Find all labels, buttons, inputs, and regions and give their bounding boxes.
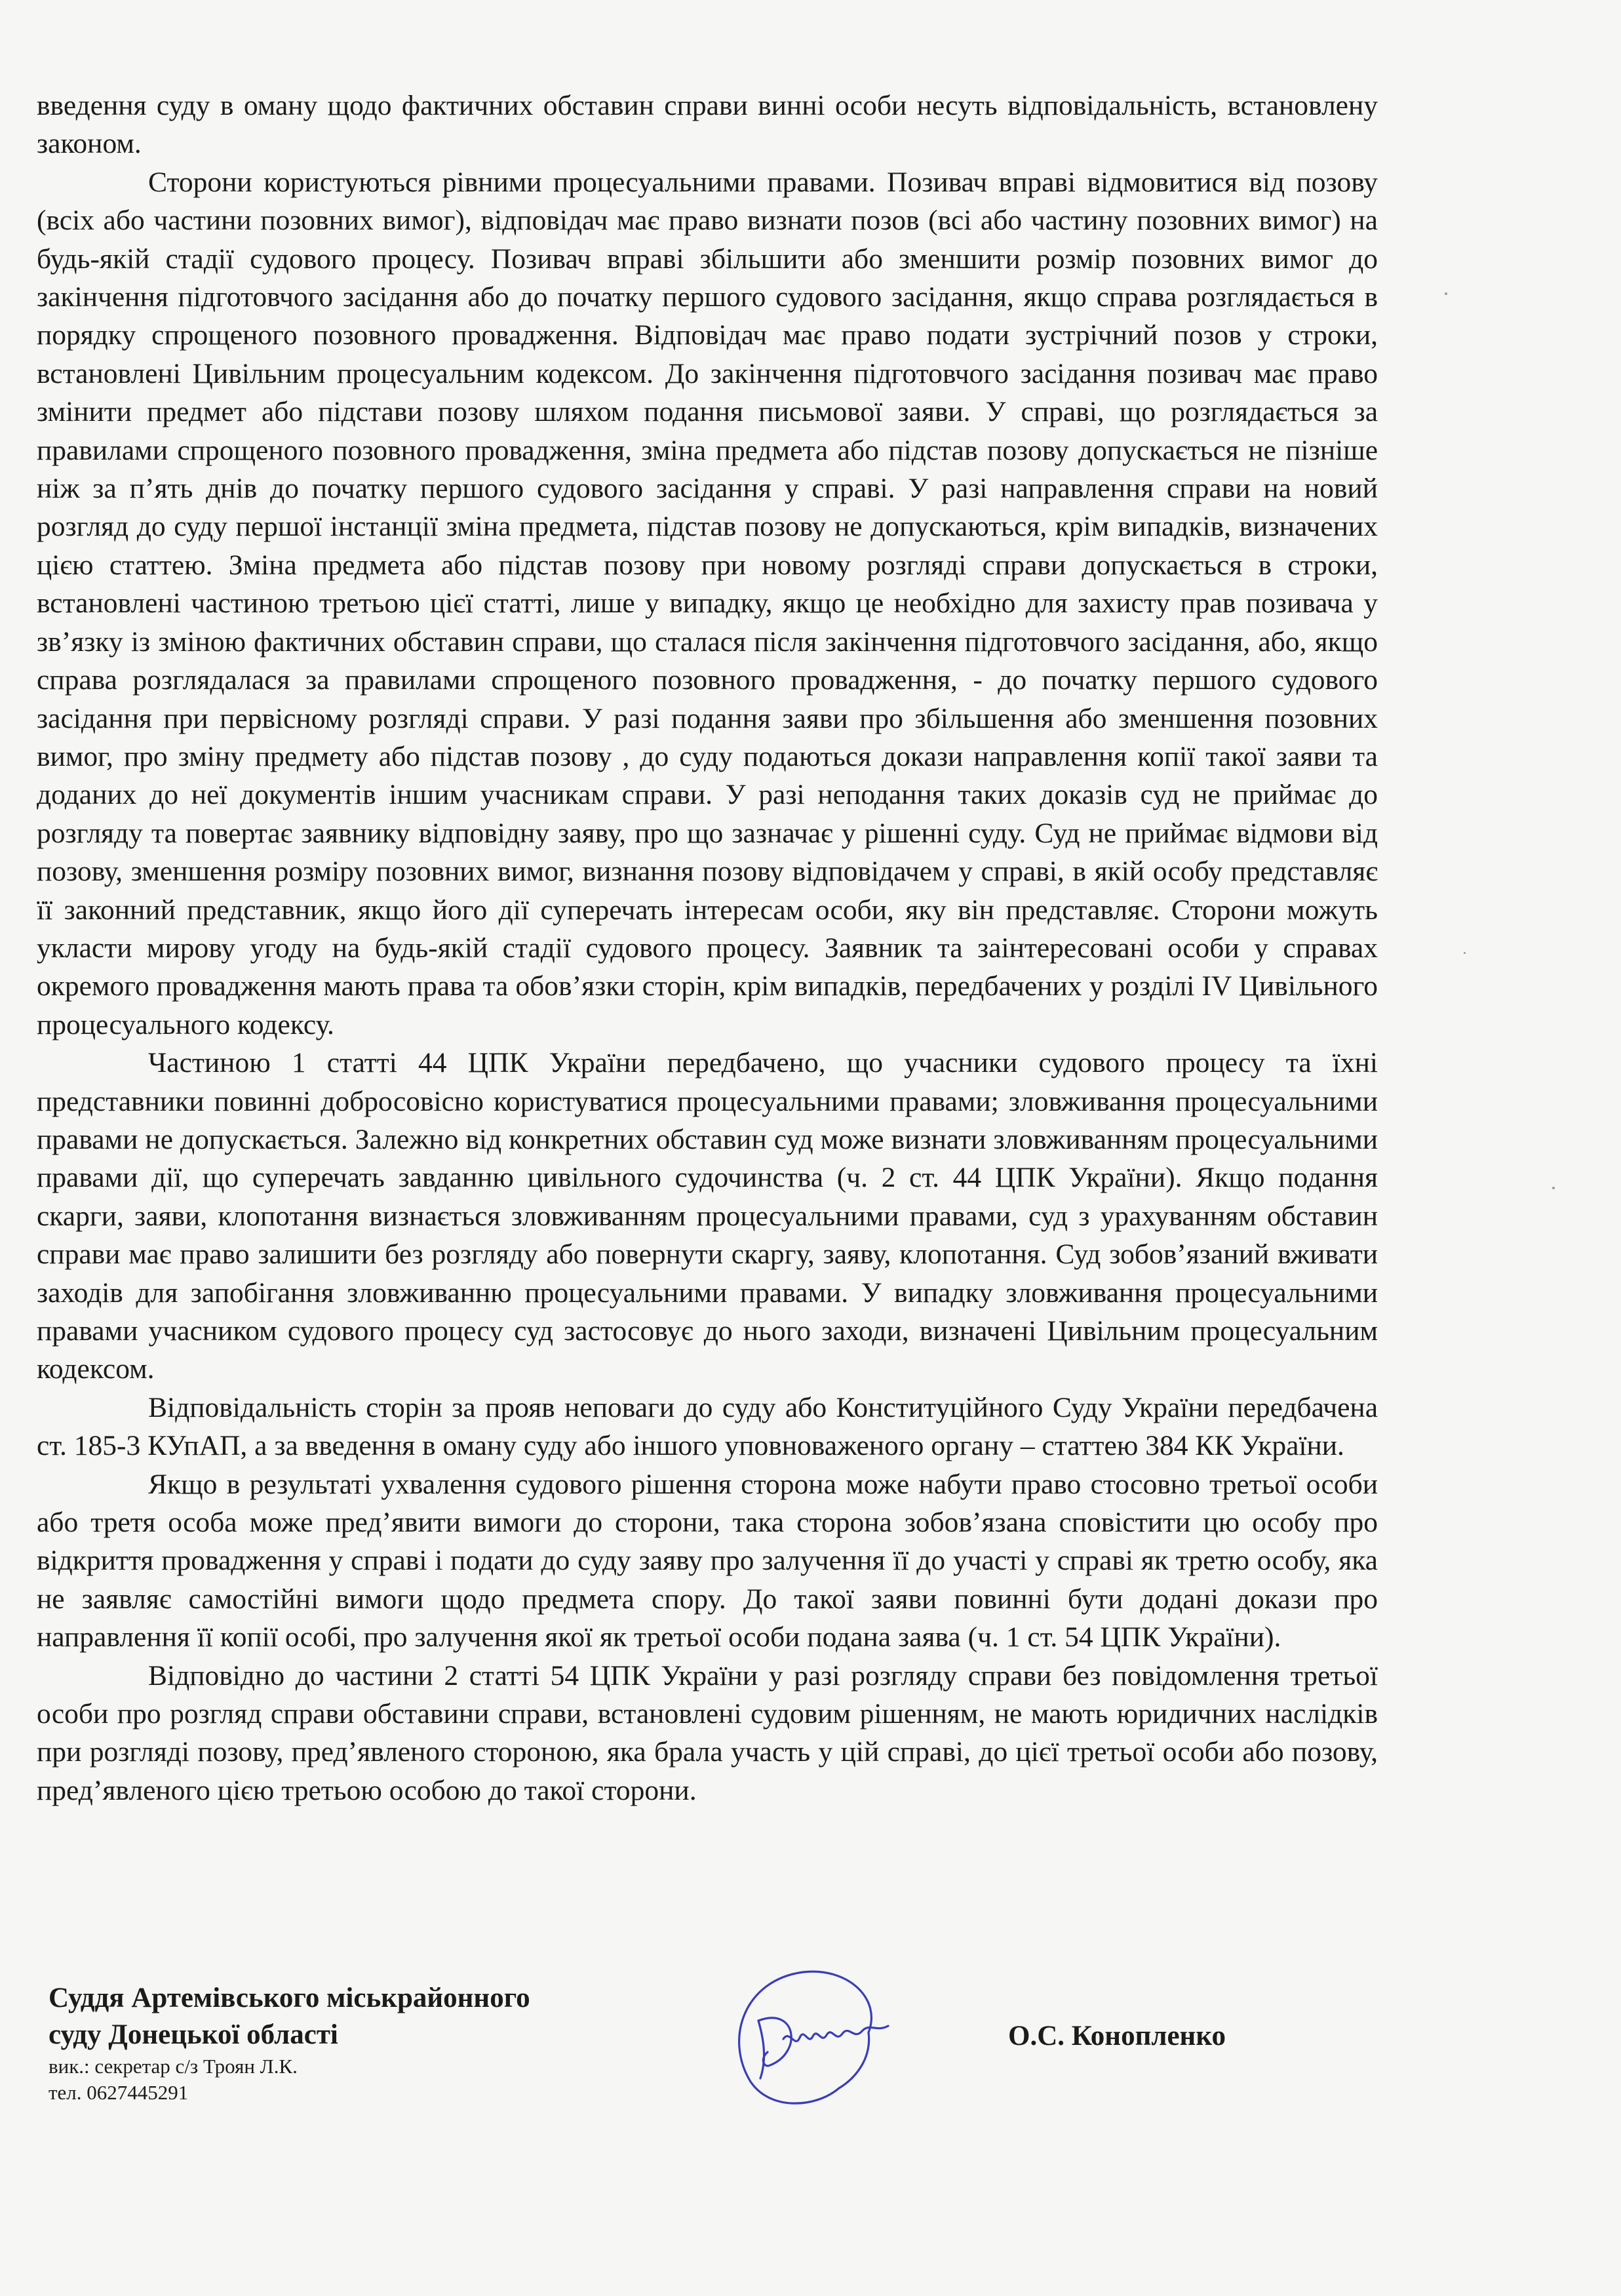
signature-block — [49, 1980, 530, 2106]
judge-title-line-2: суду Донецької області — [49, 2019, 338, 2050]
paper-speck — [1552, 1187, 1555, 1189]
paper-speck — [1464, 952, 1466, 954]
phone-line: тел. 0627445291 — [49, 2081, 189, 2104]
paragraph-third-party-consequences: Відповідно до частини 2 статті 54 ЦПК України у разі розгляду справи без повідомлення третьої особи про розгляд справи обставини справи, встановлені судовим рішенням, не мають юридичних наслідків при розгляді позову, пред’явленого стороною, яка брала участь у цій справі, до цієї третьої особи або позову, пред’явленого цією третьою особою до такої сторони. — [37, 1659, 1378, 1806]
paragraph-continuation: введення суду в оману щодо фактичних обставин справи винні особи несуть відповідальність, встановлену законом. — [37, 90, 1378, 160]
document-body — [37, 87, 1378, 1810]
paragraph-abuse-of-rights: Частиною 1 статті 44 ЦПК України передбачено, що учасники судового процесу та їхні представники повинні добросовісно користуватися процесуальними правами; зловживання процесуальними правами не допускається. Залежно від конкретних обставин суд може визнати зловживанням процесуальними правами дії, що суперечать завданню цивільного судочинства (ч. 2 ст. 44 ЦПК України). Якщо подання скарги, заяви, клопотання визнається зловживанням процесуальними правами, суд з урахуванням обставин справи має право залишити без розгляду або повернути скаргу, заяву, клопотання. Суд зобов’язаний вживати заходів для запобігання зловживанню процесуальними правами. У випадку зловживання процесуальними правами учасником судового процесу суд застосовує до нього заходи, визначені Цивільним процесуальним кодексом. — [37, 1047, 1378, 1385]
paper-speck — [1445, 292, 1447, 295]
paragraph-procedural-rights: Сторони користуються рівними процесуальними правами. Позивач вправі відмовитися від позову (всіх або частини позовних вимог), відповідач має право визнати позов (всі або частину позовних вимог) на будь-якій стадії судового процесу. Позивач вправі збільшити або зменшити розмір позовних вимог до закінчення підготовчого засідання або до початку першого судового засідання, якщо справа розглядається в порядку спрощеного позовного провадження. Відповідач має право подати зустрічний позов у строки, встановлені Цивільним процесуальним кодексом. До закінчення підготовчого засідання позивач має право змінити предмет або підстави позову шляхом подання письмової заяви. У справі, що розглядається за правилами спрощеного позовного провадження, зміна предмета або підстав позову допускається не пізніше ніж за п’ять днів до початку першого судового засідання у справі. У разі направлення справи на новий розгляд до суду першої інстанції зміна предмета, підстав позову не допускаються, крім випадків, визначених цією статтею. Зміна предмета або підстав позову при новому розгляді справи допускається в строки, встановлені частиною третьою цієї статті, лише у випадку, якщо це необхідно для захисту прав позивача у зв’язку із зміною фактичних обставин справи, що сталася після закінчення підготовчого засідання, або, якщо справа розглядалася за правилами спрощеного позовного провадження, - до початку першого судового засідання при первісному розгляді справи. У разі подання заяви про збільшення або зменшення позовних вимог, про зміну предмету або підстав позову , до суду подаються докази направлення копії такої заяви та доданих до неї документів іншим учасникам справи. У разі неподання таких доказів суд не приймає до розгляду та повертає заявнику відповідну заяву, про що зазначає у рішенні суду. Суд не приймає відмови від позову, зменшення розміру позовних вимог, визнання позову відповідачем у справі, в якій особу представляє її законний представник, якщо його дії суперечать інтересам особи, яку він представляє. Сторони можуть укласти мирову угоду на будь-якій стадії судового процесу. Заявник та заінтересовані особи у справах окремого провадження мають права та обов’язки сторін, крім випадків, передбачених у розділі IV Цивільного процесуального кодексу. — [37, 166, 1378, 1040]
judge-name: О.С. Конопленко — [1008, 2021, 1226, 2051]
judge-title-line-1: Суддя Артемівського міськрайонного — [49, 1983, 530, 2013]
paragraph-liability: Відповідальність сторін за прояв неповаги до суду або Конституційного Суду України передбачена ст. 185-3 КУпАП, а за введення в оману суду або іншого уповноваженого органу – статтею 384 КК України. — [37, 1391, 1378, 1462]
paragraph-third-party: Якщо в результаті ухвалення судового рішення сторона може набути право стосовно третьої особи або третя особа може пред’явити вимоги до сторони, така сторона зобов’язана сповістити цю особу про відкриття провадження у справі і подати до суду заяву про залучення її до участі у справі як третю особу, яка не заявляє самостійні вимоги щодо предмета спору. До такої заяви повинні бути додані докази про направлення її копії особі, про залучення якої як третьої особи подана заява (ч. 1 ст. 54 ЦПК України). — [37, 1468, 1378, 1653]
executor-line: вик.: секретар с/з Троян Л.К. — [49, 2055, 298, 2078]
handwritten-signature — [705, 1960, 908, 2118]
